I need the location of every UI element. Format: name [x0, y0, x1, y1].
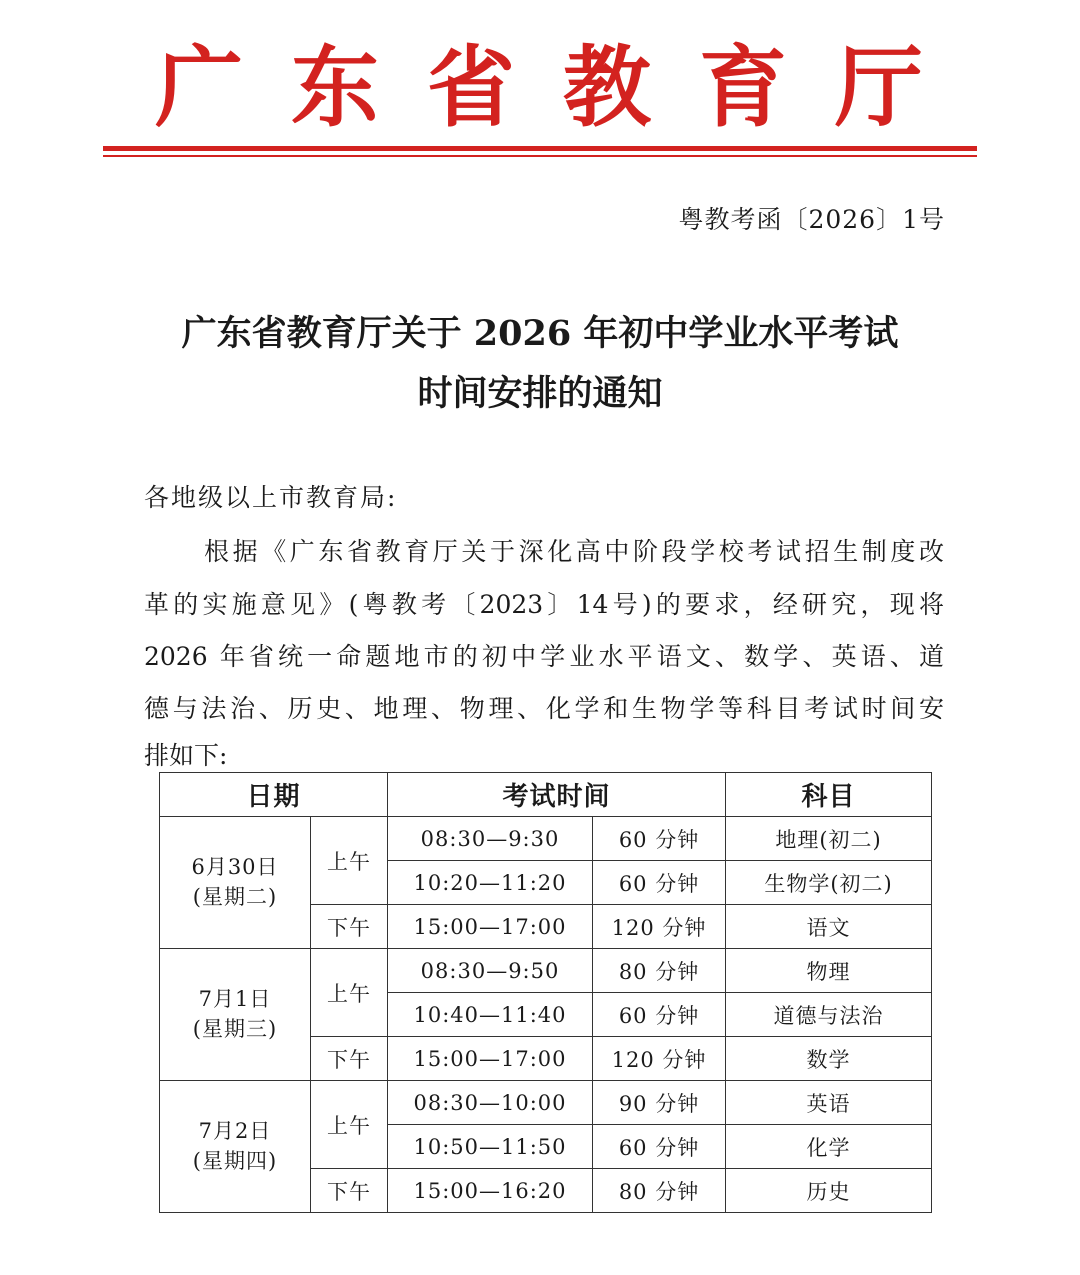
pm-label: 下午 [311, 1169, 388, 1213]
duration-cell: 90 分钟 [593, 1081, 726, 1125]
duration-cell: 80 分钟 [593, 949, 726, 993]
time-cell: 10:20—11:20 [388, 861, 593, 905]
duration-cell: 120 分钟 [593, 905, 726, 949]
time-cell: 15:00—17:00 [388, 1037, 593, 1081]
time-cell: 08:30—9:50 [388, 949, 593, 993]
date-text: 6月30日 [191, 855, 279, 880]
duration-cell: 80 分钟 [593, 1169, 726, 1213]
weekday-text: (星期三) [192, 1016, 278, 1041]
body-line: 德与法治、历史、地理、物理、化学和生物学等科目考试时间安 [144, 694, 944, 723]
time-cell: 08:30—10:00 [388, 1081, 593, 1125]
am-label: 上午 [311, 949, 388, 1037]
header-time: 考试时间 [388, 773, 726, 817]
subject-cell: 数学 [726, 1037, 932, 1081]
table-header-row [160, 773, 932, 817]
letterhead [100, 38, 978, 138]
body-line: 排如下: [144, 741, 228, 770]
subject-cell: 英语 [726, 1081, 932, 1125]
exam-schedule-table [159, 772, 932, 1213]
date-cell [160, 1081, 311, 1213]
letterhead-char: 省 [426, 36, 515, 139]
time-cell: 10:50—11:50 [388, 1125, 593, 1169]
subject-cell: 语文 [726, 905, 932, 949]
table-row [160, 817, 932, 861]
body-line: 革的实施意见》(粤教考〔2023〕14号)的要求，经研究，现将 [144, 590, 944, 619]
date-cell [160, 817, 311, 949]
header-date: 日期 [160, 773, 388, 817]
letterhead-char: 育 [698, 36, 787, 139]
document-title-line1: 广东省教育厅关于 2026 年初中学业水平考试 [181, 313, 899, 354]
subject-cell: 地理(初二) [726, 817, 932, 861]
subject-cell: 化学 [726, 1125, 932, 1169]
table-row [160, 949, 932, 993]
duration-cell: 60 分钟 [593, 861, 726, 905]
pm-label: 下午 [311, 1037, 388, 1081]
document-title-line2: 时间安排的通知 [417, 373, 663, 414]
subject-cell: 道德与法治 [726, 993, 932, 1037]
duration-cell: 60 分钟 [593, 817, 726, 861]
letterhead-char: 东 [290, 36, 379, 139]
date-text: 7月2日 [198, 1119, 272, 1144]
am-label: 上午 [311, 1081, 388, 1169]
time-cell: 15:00—17:00 [388, 905, 593, 949]
duration-cell: 120 分钟 [593, 1037, 726, 1081]
salutation: 各地级以上市教育局: [144, 483, 398, 512]
letterhead-rule-thick [103, 146, 977, 151]
subject-cell: 物理 [726, 949, 932, 993]
subject-cell: 生物学(初二) [726, 861, 932, 905]
letterhead-char: 教 [562, 36, 651, 139]
letterhead-rule-thin [103, 155, 977, 157]
am-label: 上午 [311, 817, 388, 905]
body-line: 根据《广东省教育厅关于深化高中阶段学校考试招生制度改 [204, 537, 944, 566]
body-line: 2026 年省统一命题地市的初中学业水平语文、数学、英语、道 [144, 642, 944, 671]
time-cell: 10:40—11:40 [388, 993, 593, 1037]
letterhead-char: 厅 [834, 36, 923, 139]
duration-cell: 60 分钟 [593, 1125, 726, 1169]
date-cell [160, 949, 311, 1081]
table-row [160, 1081, 932, 1125]
duration-cell: 60 分钟 [593, 993, 726, 1037]
document-number: 粤教考函〔2026〕1号 [678, 205, 945, 234]
weekday-text: (星期二) [192, 884, 278, 909]
letterhead-char: 广 [155, 36, 244, 139]
pm-label: 下午 [311, 905, 388, 949]
subject-cell: 历史 [726, 1169, 932, 1213]
time-cell: 08:30—9:30 [388, 817, 593, 861]
weekday-text: (星期四) [192, 1148, 278, 1173]
date-text: 7月1日 [198, 987, 272, 1012]
time-cell: 15:00—16:20 [388, 1169, 593, 1213]
header-subject: 科目 [726, 773, 932, 817]
